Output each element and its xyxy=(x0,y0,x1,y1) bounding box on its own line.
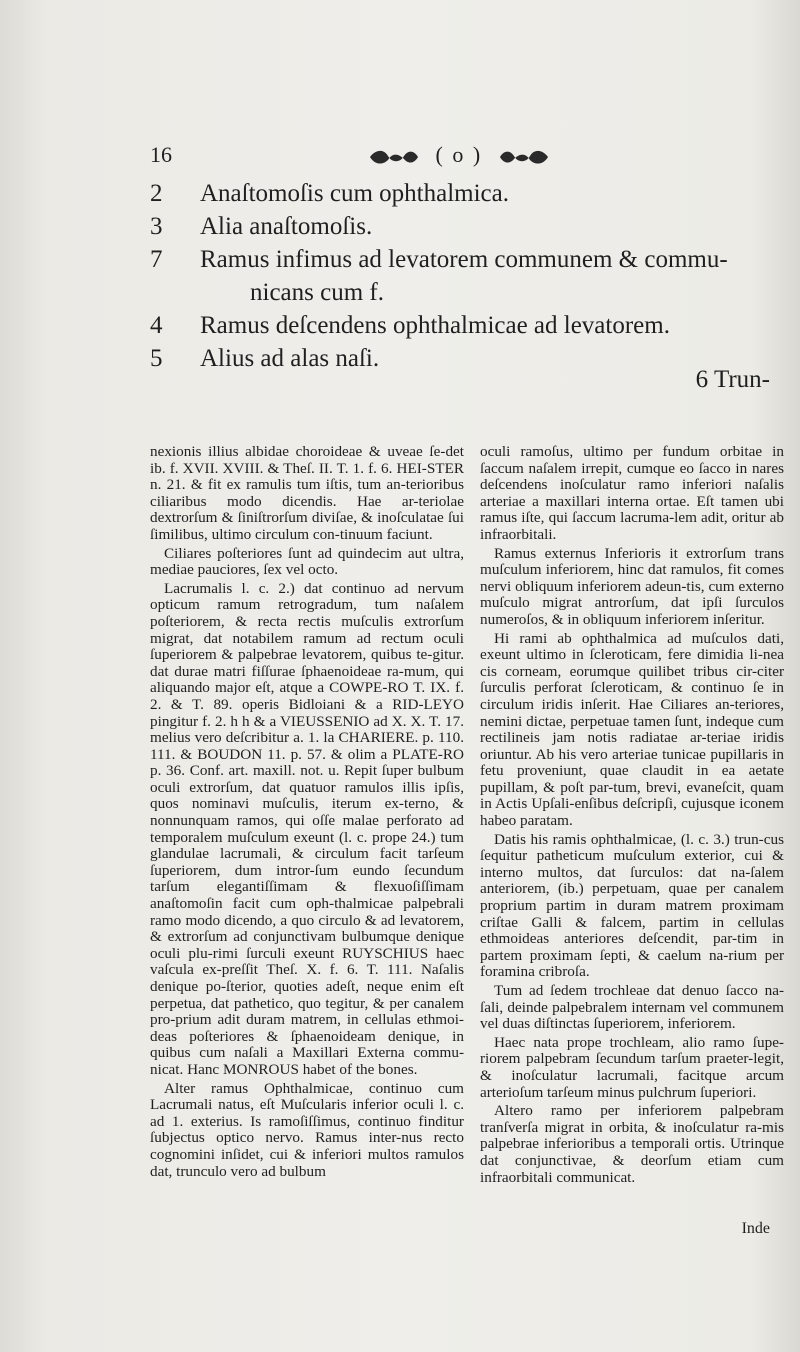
legend-number: 4 xyxy=(150,312,163,339)
header-ornament xyxy=(368,142,550,168)
figure-legend xyxy=(150,180,780,378)
legend-text: Alius ad alas naſi. xyxy=(200,345,380,372)
paragraph: Ramus externus Inferioris it extrorſum trans muſculum inferiorem, hinc dat ramulos, fit comes nervi obliquum inferiorem adeun-tis, cum externo muſculo migrat antrorſum, dat ipſi ſurculos numeroſos, & in obliquum inferiorem inſeritur. xyxy=(480,544,784,628)
legend-text: Ramus deſcendens ophthalmicae ad levatorem. xyxy=(200,312,670,339)
catchword-bottom: Inde xyxy=(741,1220,770,1237)
paragraph: Tum ad ſedem trochleae dat denuo ſacco na-ſali, deinde palpebralem internam vel communem vel duas diſtinctas ſuperiorem, inferiorem. xyxy=(480,982,784,1033)
right-column xyxy=(480,444,784,1188)
legend-text: Ramus infimus ad levatorem communem & commu- xyxy=(200,246,728,273)
paragraph: oculi ramoſus, ultimo per fundum orbitae in ſaccum naſalem irrepit, cumque eo ſacco in nares deſcendens inoſculatur ramo inferiori naſalis arteriae a maxillari interna ortae. Eſt tamen ubi ramus iſte, qui ſaccum lacruma-lem adit, oritur ab infraorbitali. xyxy=(480,443,784,543)
legend-item xyxy=(150,345,780,378)
left-column xyxy=(150,444,464,1182)
legend-number: 7 xyxy=(150,246,163,273)
paragraph: Datis his ramis ophthalmicae, (l. c. 3.) trun-cus ſequitur patheticum muſculum exterior, cui & interno multos, dat ſurculos: dat na-ſalem anteriorem, (ib.) perpetuam, quae per canalem proprium partim in duram matrem proximam criſtae Galli & falcem, partim in cellulas ethmoideas anteriores deſcendit, par-tim in partem proximam ſepti, & caelum na-rium per foramina cribroſa. xyxy=(480,830,784,981)
ornament-left-icon xyxy=(368,148,420,166)
catchword-top: 6 Trun- xyxy=(695,366,770,393)
paragraph: Lacrumalis l. c. 2.) dat continuo ad nervum opticum ramum retrogradum, tum naſalem poſteriorem, & recta rectis muſculis extrorſum migrat, dat notabilem ramum ad rectum oculi ſuperiorem & palpebrae levatorem, quibus te-gitur. dat durae matri fiſſurae ſphaenoideae ra-mum, qui aliquando major eſt, atque a COWPE-RO T. IX. f. 2. & T. 89. operis Bidloiani & a RID-LEYO pingitur f. 2. h h & a VIEUSSENIO ad X. X. T. 17. melius vero deſcribitur a. 1. la CHARIERE. p. 110. 111. & BOUDON 11. p. 57. & olim a PLATE-RO p. 36. Conf. art. maxill. not. u. Repit ſuper bulbum oculi extrorſum, dat quatuor ramulos illis ipſis, quos nominavi muſculis, iterum ex-terno, & nonnunquam ramos, qui oſſe malae perforato ad temporalem muſculum exeunt (l. c. prope 24.) tum glandulae lacrumali, & circulum facit tarſeum ſuperiorem, dum intror-ſum eundo ſecundum tarſum elegantiſſimam & flexuoſiſſimam anaſtomoſin facit cum oph-thalmicae palpebrali ramo modo dicendo, a quo circulo & ad levatorem, & extrorſum ad conjunctivam bulbumque denique oculi plu-rimi ſurculi exeunt RUYSCHIUS haec vaſcula ex-preſſit Theſ. X. f. 6. T. 111. Naſalis denique po-ſterior, quoties adeſt, neque enim eſt perpetua, dat pathetico, quo tegitur, & per canalem pro-prium adit duram matrem, in cellulas ethmoi-deas poſteriores & ſphaenoideam denique, in quibus cum naſali a Maxillari Externa commu-nicat. Hanc MONROUS habet of the bones. xyxy=(150,579,464,1078)
page-header xyxy=(150,138,770,174)
legend-item xyxy=(150,312,780,345)
legend-number: 2 xyxy=(150,180,163,207)
legend-text: Anaſtomoſis cum ophthalmica. xyxy=(200,180,509,207)
legend-number: 5 xyxy=(150,345,163,372)
paragraph: Alter ramus Ophthalmicae, continuo cum Lacrumali natus, eſt Muſcularis inferior oculi l. c. ad 1. exterius. Is ramoſiſſimus, continuo finditur ſubjectus optico nervo. Ramus inter-nus recto cognomini inſidet, cui & inferiori multos ramulos dat, trunculo vero ad bulbum xyxy=(150,1079,464,1180)
legend-item xyxy=(150,246,780,279)
paragraph: nexionis illius albidae choroideae & uveae ſe-det ib. f. XVII. XVIII. & Theſ. II. T. 1. f. 6. HEI-STER n. 21. & fit ex ramulis tum iſtis, tum an-terioribus ciliaribus modo dicendis. Hae ar-teriolae dextrorſum & ſiniſtrorſum diviſae, & inoſculatae ſui ſimilibus, ultimo circulum con-tinuum faciunt. xyxy=(150,443,464,543)
legend-text: nicans cum f. xyxy=(250,279,384,306)
paragraph: Hi rami ab ophthalmica ad muſculos dati, exeunt ultimo in ſcleroticam, fere dimidia li-nea cis corneam, eorumque quilibet tribus cir-citer ſurculis perforat ſcleroticam, & continuo ſe in circulum iridis inſerit. Hae Ciliares an-teriores, nemini dictae, perpetuae tamen ſunt, indeque cum rectilineis jam notis radiatae ar-teriae iridis oriuntur. Ab his vero arteriae tunicae pupillaris in fetu proveniunt, quae claudit in ea aetate pupillam, & poſt par-tum, brevi, evaneſcit, quam in Actis Upſali-enſibus deſcripſi, cujusque iconem habeo paratam. xyxy=(480,629,784,830)
paragraph: Altero ramo per inferiorem palpebram tranſverſa migrat in orbita, & inoſculatur ra-mis palpebrae inferioribus a temporali ortis. Utrinque dat conjunctivae, & deorſum etiam cum infraorbitali communicat. xyxy=(480,1102,784,1186)
ornament-center: ( o ) xyxy=(435,142,483,167)
legend-number: 3 xyxy=(150,213,163,240)
paragraph: Haec nata prope trochleam, alio ramo ſupe-riorem palpebram ſecundum tarſum praeter-legit, & inoſculatur lacrumali, facitque arcum arterioſum tarſeum minus pulchrum ſuperiori. xyxy=(480,1033,784,1101)
legend-item xyxy=(150,213,780,246)
legend-item-continuation xyxy=(150,279,780,312)
ornament-right-icon xyxy=(498,148,550,166)
legend-item xyxy=(150,180,780,213)
paragraph: Ciliares poſteriores ſunt ad quindecim aut ultra, mediae pauciores, ſex vel octo. xyxy=(150,544,464,579)
legend-text: Alia anaſtomoſis. xyxy=(200,213,373,240)
page-number: 16 xyxy=(150,142,172,167)
